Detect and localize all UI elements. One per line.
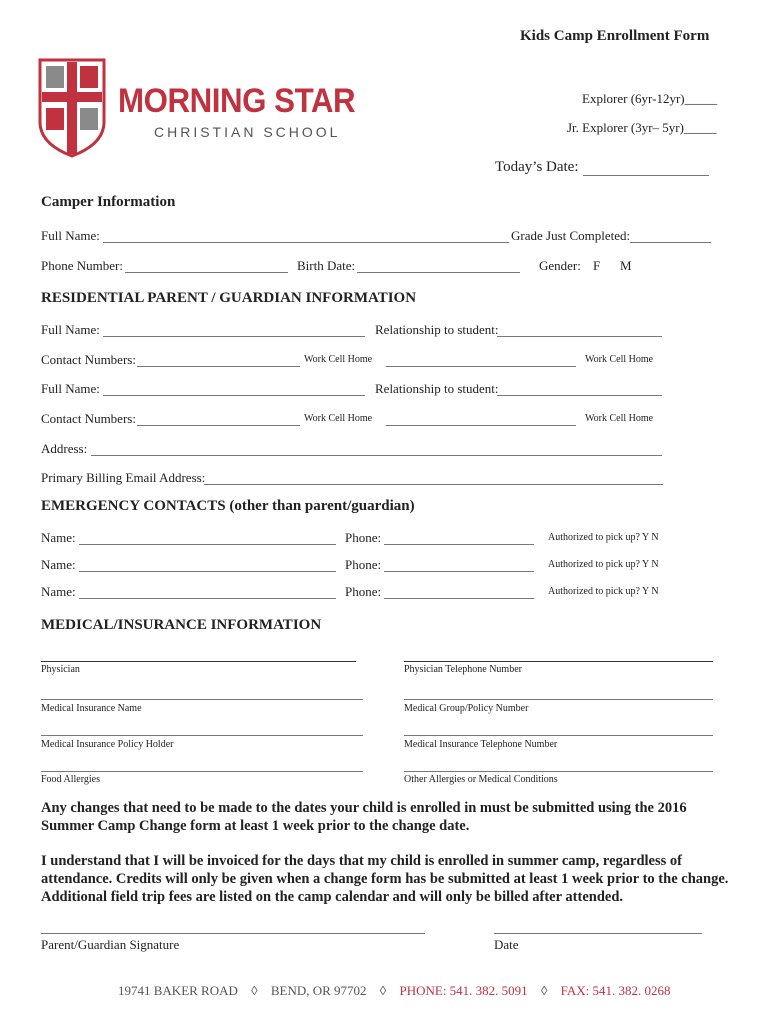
emergency3-name-label: Name:	[41, 584, 76, 599]
signature-date-label: Date	[494, 937, 519, 952]
signature-field[interactable]	[41, 933, 425, 934]
emergency3-phone-field[interactable]	[384, 598, 534, 599]
program-explorer-option[interactable]: Explorer (6yr-12yr)_____	[582, 91, 718, 106]
guardian1-contact-label: Contact Numbers:	[41, 352, 136, 367]
signature-label: Parent/Guardian Signature	[41, 937, 180, 952]
emergency3-phone-label: Phone:	[345, 584, 382, 599]
insurance-phone-label: Medical Insurance Telephone Number	[404, 739, 558, 750]
footer-phone: PHONE: 541. 382. 5091	[399, 983, 528, 998]
emergency1-phone-label: Phone:	[345, 530, 382, 545]
emergency2-phone-field[interactable]	[384, 571, 534, 572]
insurance-name-label: Medical Insurance Name	[41, 703, 142, 714]
guardian1-contact-field-2[interactable]	[386, 366, 576, 367]
form-title: Kids Camp Enrollment Form	[520, 28, 710, 44]
other-allergies-label: Other Allergies or Medical Conditions	[404, 774, 558, 785]
emergency2-name-field[interactable]	[79, 571, 336, 572]
school-name: MORNING STAR	[118, 82, 356, 120]
footer-separator-3: ◊	[540, 983, 548, 998]
guardian1-phone-type-1[interactable]: Work Cell Home	[304, 354, 373, 365]
school-subtitle: CHRISTIAN SCHOOL	[154, 124, 341, 140]
guardian2-contact-label: Contact Numbers:	[41, 411, 136, 426]
guardian2-phone-type-2[interactable]: Work Cell Home	[585, 413, 654, 424]
camper-phone-field[interactable]	[125, 272, 288, 273]
footer-address: 19741 BAKER ROAD	[118, 983, 238, 998]
emergency1-name-field[interactable]	[79, 544, 336, 545]
change-notice: Any changes that need to be made to the dates your child is enrolled in must be submitted using the 2016 Summer Camp Change form at least 1 week prior to the change date.	[41, 800, 687, 834]
emergency1-phone-field[interactable]	[384, 544, 534, 545]
todays-date-label: Today’s Date:	[495, 159, 579, 175]
signature-date-field[interactable]	[494, 933, 702, 934]
footer-contact	[118, 983, 671, 999]
policy-holder-field[interactable]	[41, 735, 363, 736]
group-policy-label: Medical Group/Policy Number	[404, 703, 529, 714]
birth-date-label: Birth Date:	[297, 258, 356, 273]
other-allergies-field[interactable]	[404, 771, 713, 772]
camper-full-name-label: Full Name:	[41, 228, 100, 243]
guardian2-relationship-label: Relationship to student:	[375, 381, 499, 396]
physician-phone-label: Physician Telephone Number	[404, 664, 522, 675]
physician-field[interactable]	[41, 661, 356, 662]
camper-phone-label: Phone Number:	[41, 258, 123, 273]
guardian1-relationship-field[interactable]	[497, 336, 662, 337]
guardian2-name-field[interactable]	[103, 395, 365, 396]
food-allergies-field[interactable]	[41, 771, 363, 772]
billing-email-field[interactable]	[204, 484, 663, 485]
policy-holder-label: Medical Insurance Policy Holder	[41, 739, 174, 750]
todays-date-field[interactable]	[583, 175, 709, 176]
guardian2-phone-type-1[interactable]: Work Cell Home	[304, 413, 373, 424]
birth-date-field[interactable]	[357, 272, 520, 273]
guardian2-contact-field-1[interactable]	[137, 425, 300, 426]
group-policy-field[interactable]	[404, 699, 713, 700]
gender-label: Gender:	[539, 258, 581, 273]
physician-phone-field[interactable]	[404, 661, 713, 662]
footer-city: BEND, OR 97702	[270, 983, 367, 998]
footer-fax: FAX: 541. 382. 0268	[560, 983, 671, 998]
address-field[interactable]	[91, 455, 662, 456]
emergency2-pickup-option[interactable]: Authorized to pick up? Y N	[548, 559, 659, 570]
gender-m-option[interactable]: M	[620, 258, 632, 273]
camper-info-heading: Camper Information	[41, 194, 176, 210]
emergency3-pickup-option[interactable]: Authorized to pick up? Y N	[548, 586, 659, 597]
gender-f-option[interactable]: F	[593, 258, 601, 273]
footer-separator-2: ◊	[379, 983, 387, 998]
grade-label: Grade Just Completed:	[511, 228, 631, 243]
guardian-heading: RESIDENTIAL PARENT / GUARDIAN INFORMATION	[41, 290, 417, 306]
emergency2-name-label: Name:	[41, 557, 76, 572]
food-allergies-label: Food Allergies	[41, 774, 100, 785]
footer-separator-1: ◊	[251, 983, 258, 998]
guardian2-relationship-field[interactable]	[497, 395, 662, 396]
guardian1-phone-type-2[interactable]: Work Cell Home	[585, 354, 654, 365]
emergency1-name-label: Name:	[41, 530, 76, 545]
emergency3-name-field[interactable]	[79, 598, 336, 599]
insurance-phone-field[interactable]	[404, 735, 713, 736]
guardian2-name-label: Full Name:	[41, 381, 100, 396]
grade-field[interactable]	[630, 242, 711, 243]
emergency-heading: EMERGENCY CONTACTS (other than parent/guardian)	[41, 498, 415, 514]
guardian1-relationship-label: Relationship to student:	[375, 322, 499, 337]
medical-heading: MEDICAL/INSURANCE INFORMATION	[41, 617, 322, 633]
emergency2-phone-label: Phone:	[345, 557, 382, 572]
camper-full-name-field[interactable]	[103, 242, 509, 243]
invoice-notice: I understand that I will be invoiced for the days that my child is enrolled in summer camp, regardless of attendance. Credits will only be given when a change form has be submitted at least 1 week prior to the change. Additional field trip fees are listed on the camp calendar and will only be billed after attended.	[41, 853, 729, 905]
program-jr-explorer-option[interactable]: Jr. Explorer (3yr– 5yr)_____	[567, 120, 717, 135]
guardian1-name-label: Full Name:	[41, 322, 100, 337]
guardian1-name-field[interactable]	[103, 336, 365, 337]
emergency1-pickup-option[interactable]: Authorized to pick up? Y N	[548, 532, 659, 543]
school-logo-shield	[38, 56, 106, 158]
physician-label: Physician	[41, 664, 80, 675]
insurance-name-field[interactable]	[41, 699, 363, 700]
billing-email-label: Primary Billing Email Address:	[41, 470, 206, 485]
address-label: Address:	[41, 441, 88, 456]
guardian1-contact-field-1[interactable]	[137, 366, 300, 367]
guardian2-contact-field-2[interactable]	[386, 425, 576, 426]
